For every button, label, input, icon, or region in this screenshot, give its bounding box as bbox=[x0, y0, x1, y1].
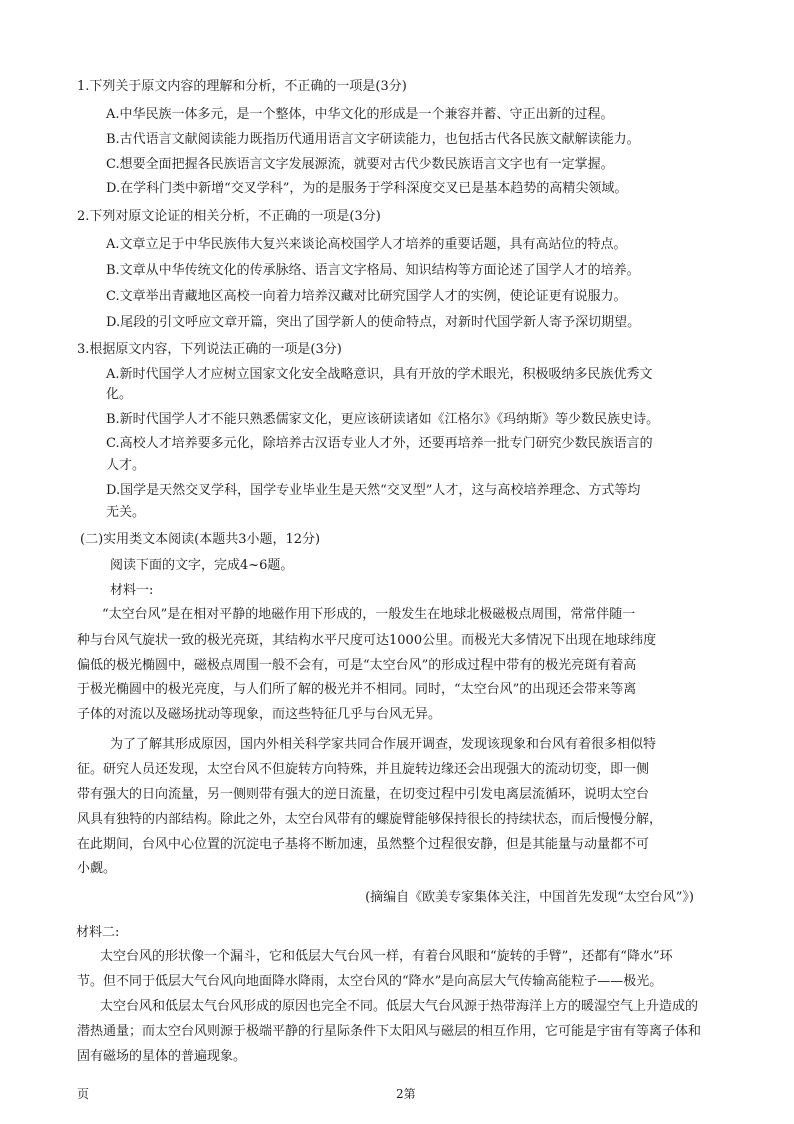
material-1-paragraph-2-line: 小觑。 bbox=[77, 861, 117, 876]
material-2-paragraph-2-line: 固有磁场的星体的普遍现象。 bbox=[77, 1049, 247, 1064]
footer-page-label: 页 bbox=[77, 1087, 90, 1101]
material-1-paragraph-2-line: 带有强大的日向流量，另一侧则带有强大的逆日流量，在切变过程中引发电离层流循环，说明太空台 bbox=[77, 787, 650, 802]
material-2-paragraph-2-line: 太空台风和低层太气台风形成的原因也完全不同。低层大气台风源于热带海洋上方的暖湿空气上升造成的 bbox=[100, 999, 699, 1014]
section-heading: (二)实用类文本阅读(本题共3小题，12分) bbox=[80, 532, 321, 547]
question-2-option-d: D.尾段的引文呼应文章开篇，突出了国学新人的使命特点，对新时代国学新人寄予深切期望。 bbox=[106, 315, 641, 330]
question-2-option-a: A.文章立足于中华民族伟大复兴来谈论高校国学人才培养的重要话题，具有高站位的特点。 bbox=[106, 237, 627, 252]
question-2-stem: 2.下列对原文论证的相关分析，不正确的一项是(3分) bbox=[77, 209, 381, 224]
question-2-option-c: C.文章举出青藏地区高校一向着力培养汉藏对比研究国学人才的实例，使论证更有说服力。 bbox=[106, 289, 627, 304]
material-1-paragraph-1-line: 于极光椭圆中的极光亮度，与人们所了解的极光并不相同。同时，“太空台风”的出现还会带来等离 bbox=[77, 682, 637, 697]
question-3-option-a-cont: 化。 bbox=[106, 387, 133, 402]
question-3-option-a: A.新时代国学人才应树立国家文化安全战略意识，具有开放的学术眼光，积极吸纳多民族优秀文 bbox=[106, 367, 653, 382]
question-2-option-b: B.文章从中华传统文化的传承脉络、语言文字格局、知识结构等方面论述了国学人才的培养。 bbox=[106, 263, 640, 278]
material-1-paragraph-2-line: 在此期间，台风中心位置的沉淀电子基将不断加速，虽然整个过程很安静，但是其能量与动量都不可 bbox=[77, 837, 650, 852]
material-1-source: (摘编自《欧美专家集体关注，中国首先发现“太空台风”》) bbox=[365, 890, 694, 905]
question-3-option-b: B.新时代国学人才不能只熟悉儒家文化，更应该研读诸如《江格尔》《玛纳斯》等少数民族史诗。 bbox=[106, 412, 660, 427]
material-2-paragraph-2-line: 潜热通量；而太空台风则源于极端平静的行星际条件下太阳风与磁层的相互作用，它可能是宇宙有等离子体和 bbox=[77, 1024, 702, 1039]
question-1-option-a: A.中华民族一体多元，是一个整体，中华文化的形成是一个兼容并蓄、守正出新的过程。 bbox=[106, 107, 614, 122]
question-3-option-d-cont: 无关。 bbox=[106, 505, 146, 520]
material-1-paragraph-2-line: 风具有独特的内部结构。除此之外，太空台风带有的螺旋臂能够保持很长的持续状态，而后慢慢分解， bbox=[77, 812, 663, 827]
question-3-option-c: C.高校人才培养要多元化，除培养古汉语专业人才外，还要再培养一批专门研究少数民族语言的 bbox=[106, 436, 653, 451]
question-1-option-d: D.在学科门类中新增“交叉学科”，为的是服务于学科深度交叉已是基本趋势的高精尖领域。 bbox=[106, 181, 628, 196]
material-1-paragraph-1-line: 偏低的极光椭圆中，磁极点周围一般不会有，可是“太空台风”的形成过程中带有的极光亮斑有着高 bbox=[77, 658, 637, 673]
material-2-paragraph-1-line: 节。但不同于低层大气台风向地面降水降雨，太空台风的“降水”是向高层大气传输高能粒子——极光。 bbox=[77, 974, 663, 989]
material-1-paragraph-1-line: “太空台风”是在相对平静的地磁作用下形成的，一般发生在地球北极磁极点周围，常常伴随一 bbox=[102, 607, 636, 622]
question-3-option-c-cont: 人才。 bbox=[106, 458, 146, 473]
footer-page-number: 2第 bbox=[396, 1087, 416, 1101]
material-1-paragraph-1-line: 子体的对流以及磁场扰动等现象，而这些特征几乎与台风无异。 bbox=[77, 707, 442, 722]
material-1-paragraph-1-line: 种与台风气旋状一致的极光亮斑，其结构水平尺度可达1000公里。而极光大多情况下出现在地球纬度 bbox=[77, 633, 657, 648]
question-3-option-d: D.国学是天然交叉学科，国学专业毕业生是天然“交叉型”人才，这与高校培养理念、方式等均 bbox=[106, 483, 641, 498]
question-1-option-b: B.古代语言文献阅读能力既指历代通用语言文字研读能力，也包括古代各民族文献解读能力。 bbox=[106, 132, 640, 147]
question-1-stem: 1.下列关于原文内容的理解和分析，不正确的一项是(3分) bbox=[77, 79, 407, 94]
material-2-paragraph-1-line: 太空台风的形状像一个漏斗，它和低层大气台风一样，有着台风眼和“旋转的手臂”，还都有“降水”环 bbox=[100, 949, 673, 964]
material-1-paragraph-2-line: 征。研究人员还发现，太空台风不但旋转方向特殊，并且旋转边缘还会出现强大的流动切变，即一侧 bbox=[77, 762, 650, 777]
section-instruction: 阅读下面的文字，完成4~6题。 bbox=[110, 558, 294, 573]
material-2-label: 材料二: bbox=[76, 925, 120, 940]
material-1-paragraph-2-line: 为了了解其形成原因，国内外相关科学家共同合作展开调查，发现该现象和台风有着很多相似特 bbox=[110, 737, 657, 752]
question-1-option-c: C.想要全面把握各民族语言文字发展源流，就要对古代少数民族语言文字也有一定掌握。 bbox=[106, 157, 614, 172]
question-3-stem: 3.根据原文内容，下列说法正确的一项是(3分) bbox=[77, 342, 342, 357]
material-1-label: 材料一: bbox=[110, 583, 154, 598]
